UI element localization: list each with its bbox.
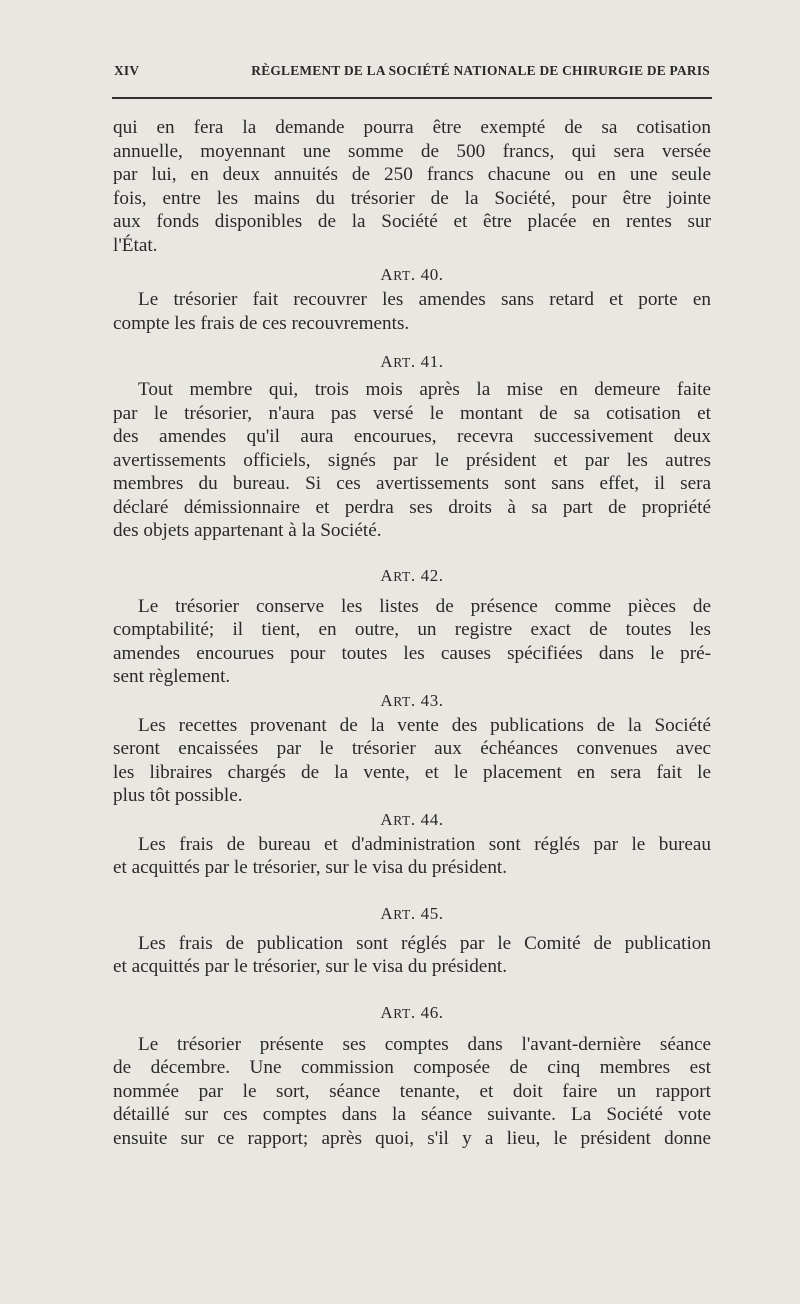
running-title: RÈGLEMENT DE LA SOCIÉTÉ NATIONALE DE CHIRURGIE DE PARIS bbox=[251, 63, 710, 78]
text-line: nommée par le sort, séance tenante, et doit faire un rapport bbox=[113, 1080, 711, 1102]
text-line: qui en fera la demande pourra être exempté de sa cotisation bbox=[113, 117, 711, 138]
text-line: détaillé sur ces comptes dans la séance suivante. La Société vote bbox=[113, 1104, 711, 1125]
article-heading-46: ART. 46. bbox=[380, 1002, 444, 1022]
body-text bbox=[113, 116, 711, 1150]
text-line: avertissements officiels, signés par le président et par les autres bbox=[113, 449, 711, 471]
text-line: des amendes qu'il aura encourues, recevra successivement deux bbox=[113, 426, 711, 447]
text-line: l'État. bbox=[113, 234, 158, 256]
text-line: les libraires chargés de la vente, et le placement en sera fait le bbox=[113, 761, 711, 783]
text-line: des objets appartenant à la Société. bbox=[113, 520, 382, 541]
paragraph-art-45 bbox=[113, 932, 711, 979]
paragraph-art-44 bbox=[113, 833, 711, 880]
text-line: sent règlement. bbox=[113, 666, 231, 687]
paragraph-art-43 bbox=[113, 714, 711, 808]
text-line: Tout membre qui, trois mois après la mise en demeure faite bbox=[138, 379, 711, 400]
paragraph-art-42 bbox=[113, 595, 711, 689]
paragraph-art-41 bbox=[113, 378, 711, 543]
text-line: compte les frais de ces recouvrements. bbox=[113, 312, 410, 334]
header-rule bbox=[112, 97, 712, 99]
text-line: aux fonds disponibles de la Société et être placée en rentes sur bbox=[113, 211, 711, 232]
text-line: annuelle, moyennant une somme de 500 francs, qui sera versée bbox=[113, 140, 711, 162]
text-line: Les frais de publication sont réglés par le Comité de publication bbox=[138, 932, 711, 954]
text-line: et acquittés par le trésorier, sur le visa du président. bbox=[113, 857, 508, 878]
article-heading-40: ART. 40. bbox=[380, 265, 444, 284]
text-line: Le trésorier fait recouvrer les amendes sans retard et porte en bbox=[138, 289, 711, 310]
text-line: de décembre. Une commission composée de cinq membres est bbox=[113, 1057, 711, 1078]
text-line: membres du bureau. Si ces avertissements sont sans effet, il sera bbox=[113, 473, 711, 494]
text-line: seront encaissées par le trésorier aux échéances convenues avec bbox=[113, 738, 711, 759]
article-heading-45: ART. 45. bbox=[380, 903, 444, 923]
text-line: ensuite sur ce rapport; après quoi, s'il y a lieu, le président donne bbox=[113, 1127, 711, 1149]
text-line: Les recettes provenant de la vente des publications de la Société bbox=[138, 714, 711, 736]
article-heading-44: ART. 44. bbox=[380, 809, 444, 829]
article-heading-41: ART. 41. bbox=[380, 352, 444, 371]
text-line: et acquittés par le trésorier, sur le visa du président. bbox=[113, 956, 508, 977]
paragraph-art-46 bbox=[113, 1033, 711, 1151]
text-line: par lui, en deux annuités de 250 francs chacune ou en une seule bbox=[113, 164, 711, 185]
running-head bbox=[114, 63, 710, 79]
article-heading-42: ART. 42. bbox=[380, 565, 444, 585]
page-number: XIV bbox=[114, 63, 140, 78]
text-line: comptabilité; il tient, en outre, un registre exact de toutes les bbox=[113, 619, 711, 640]
text-line: Le trésorier présente ses comptes dans l'avant-dernière séance bbox=[138, 1033, 711, 1055]
text-line: par le trésorier, n'aura pas versé le montant de sa cotisation et bbox=[113, 402, 711, 424]
text-line: amendes encourues pour toutes les causes spécifiées dans le pré- bbox=[113, 642, 711, 664]
text-line: Les frais de bureau et d'administration sont réglés par le bureau bbox=[138, 833, 711, 855]
article-heading-43: ART. 43. bbox=[380, 690, 444, 710]
paragraph-art-40 bbox=[113, 288, 711, 335]
paragraph-intro bbox=[113, 116, 711, 257]
text-line: Le trésorier conserve les listes de présence comme pièces de bbox=[138, 595, 711, 617]
text-line: fois, entre les mains du trésorier de la Société, pour être jointe bbox=[113, 187, 711, 209]
text-line: déclaré démissionnaire et perdra ses droits à sa part de propriété bbox=[113, 496, 711, 518]
text-line: plus tôt possible. bbox=[113, 785, 243, 806]
